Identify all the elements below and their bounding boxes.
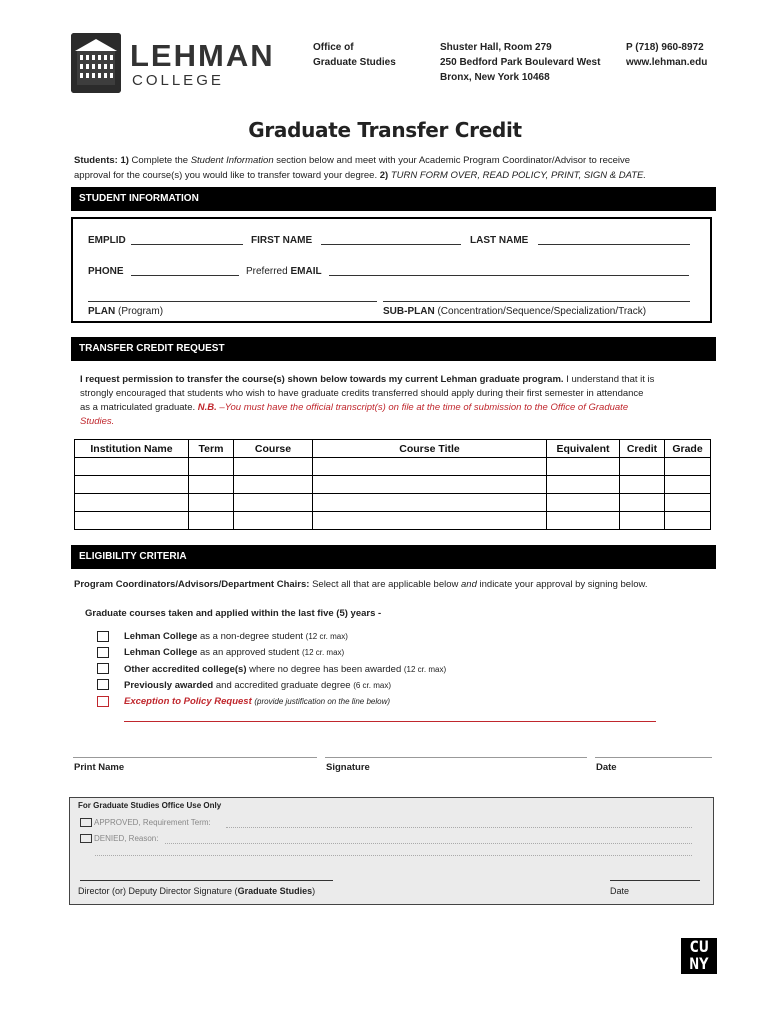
option-label [124, 629, 348, 644]
intro-lead: Students: 1) [74, 155, 129, 166]
option-bold: Previously awarded [124, 680, 214, 691]
email-field[interactable] [329, 275, 689, 276]
phone-number: P (718) 960-8972 [626, 42, 704, 53]
approved-label: APPROVED, Requirement Term: [94, 818, 211, 827]
col-grade: Grade [665, 440, 711, 458]
table-cell[interactable] [313, 512, 547, 530]
table-cell[interactable] [547, 512, 620, 530]
option-bold: Other accredited college(s) [124, 664, 247, 675]
col-institution: Institution Name [75, 440, 189, 458]
col-course-title: Course Title [313, 440, 547, 458]
email-label-prefix: Preferred [246, 266, 291, 277]
first-name-field[interactable] [321, 244, 461, 245]
option-checkbox[interactable] [97, 631, 109, 642]
address-line: Shuster Hall, Room 279 [440, 42, 552, 53]
option-text: as a non-degree student [197, 631, 306, 642]
table-cell[interactable] [313, 494, 547, 512]
page-title: Graduate Transfer Credit [248, 118, 522, 142]
table-cell[interactable] [665, 458, 711, 476]
first-name-label: FIRST NAME [251, 235, 313, 246]
address-block [440, 40, 600, 85]
option-label [124, 645, 344, 660]
option-note: (12 cr. max) [403, 665, 447, 674]
option-note: (12 cr. max) [301, 648, 345, 657]
contact-block [626, 40, 707, 70]
intro-text-part: approval for the course(s) you would like to transfer toward your degree. [74, 170, 380, 181]
email-label [246, 266, 322, 277]
table-cell[interactable] [189, 458, 234, 476]
office-use-heading: For Graduate Studies Office Use Only [78, 801, 222, 810]
courses-title: Graduate courses taken and applied within the last five (5) years - [85, 608, 382, 619]
option-checkbox[interactable] [97, 679, 109, 690]
denied-reason-line[interactable] [165, 843, 692, 844]
exception-checkbox[interactable] [97, 696, 109, 707]
table-cell[interactable] [620, 494, 665, 512]
table-cell[interactable] [547, 458, 620, 476]
director-signature-line[interactable] [80, 880, 333, 881]
nb-text-end: Studies. [80, 416, 115, 427]
option-label [124, 662, 446, 677]
emplid-label: EMPLID [88, 235, 126, 246]
plan-label-note: (Program) [115, 306, 164, 317]
table-cell[interactable] [665, 512, 711, 530]
signature-line[interactable] [325, 757, 587, 758]
intro-step2: 2) [379, 170, 389, 181]
table-cell[interactable] [75, 458, 189, 476]
option-checkbox[interactable] [97, 663, 109, 674]
table-header-row [75, 440, 711, 458]
eligibility-instructions [74, 577, 714, 592]
nb-label: N.B. [197, 402, 217, 413]
cuny-logo-top: CU [689, 937, 709, 956]
office-date-line[interactable] [610, 880, 700, 881]
transfer-request-bold: I request permission to transfer the course(s) shown below towards my current Lehman graduate program. [80, 374, 564, 385]
nb-text: –You must have the official transcript(s) on file at the time of submission to the Office of Graduate [216, 402, 629, 413]
transfer-course-table [74, 439, 711, 530]
eligibility-italic: and [461, 579, 477, 590]
intro-text [74, 153, 714, 183]
transfer-request-part: I understand that it is [563, 374, 655, 385]
exception-label [124, 694, 390, 709]
table-row [75, 476, 711, 494]
table-cell[interactable] [75, 494, 189, 512]
director-label-a: Director (or) Deputy Director Signature ( [78, 886, 238, 896]
plan-field[interactable] [88, 301, 377, 302]
option-text: and accredited graduate degree [213, 680, 354, 691]
print-name-label: Print Name [74, 762, 125, 773]
print-name-line[interactable] [73, 757, 317, 758]
table-cell[interactable] [665, 476, 711, 494]
table-cell[interactable] [547, 494, 620, 512]
last-name-field[interactable] [538, 244, 690, 245]
table-cell[interactable] [665, 494, 711, 512]
table-cell[interactable] [75, 476, 189, 494]
intro-step2-text: TURN FORM OVER, READ POLICY, PRINT, SIGN & DATE. [388, 170, 646, 181]
date-line[interactable] [595, 757, 712, 758]
transfer-request-text [80, 373, 710, 429]
denied-checkbox[interactable] [80, 834, 92, 843]
office-line: Office of [313, 42, 354, 53]
table-cell[interactable] [234, 476, 313, 494]
approved-row [80, 818, 211, 827]
subplan-field[interactable] [383, 301, 690, 302]
logo-subtitle: COLLEGE [132, 72, 224, 89]
option-checkbox[interactable] [97, 647, 109, 658]
director-label-c: ) [312, 886, 316, 896]
address-line: Bronx, New York 10468 [440, 72, 550, 83]
table-cell[interactable] [75, 512, 189, 530]
option-label [124, 678, 391, 693]
col-term: Term [189, 440, 234, 458]
transfer-credit-heading: TRANSFER CREDIT REQUEST [71, 337, 716, 361]
office-line: Graduate Studies [313, 57, 396, 68]
plan-label [88, 306, 163, 317]
exception-bold: Exception to Policy Request [124, 696, 252, 707]
table-cell[interactable] [189, 494, 234, 512]
plan-label-text: PLAN [88, 306, 116, 317]
college-building-logo-icon [71, 33, 121, 93]
subplan-label-text: SUB-PLAN [383, 306, 435, 317]
table-row [75, 512, 711, 530]
director-label [78, 884, 315, 899]
email-label-text: EMAIL [290, 266, 322, 277]
cuny-logo [681, 938, 717, 974]
table-cell[interactable] [547, 476, 620, 494]
col-credit: Credit [620, 440, 665, 458]
website-link[interactable]: www.lehman.edu [626, 57, 708, 68]
address-line: 250 Bedford Park Boulevard West [440, 57, 601, 68]
logo-name: LEHMAN [130, 38, 275, 73]
table-row [75, 494, 711, 512]
col-course: Course [234, 440, 313, 458]
option-bold: Lehman College [124, 647, 198, 658]
col-equivalent: Equivalent [547, 440, 620, 458]
exception-note: (provide justification on the line below) [254, 697, 391, 706]
table-cell[interactable] [313, 476, 547, 494]
option-note: (12 cr. max) [305, 632, 348, 641]
table-row [75, 458, 711, 476]
option-text: as an approved student [197, 647, 302, 658]
office-block [313, 40, 396, 70]
last-name-label: LAST NAME [470, 235, 529, 246]
table-cell[interactable] [234, 512, 313, 530]
date-label: Date [596, 762, 617, 773]
phone-field[interactable] [131, 275, 239, 276]
option-text: where no degree has been awarded [246, 664, 404, 675]
intro-italic: Student Information [190, 155, 274, 166]
eligibility-heading: ELIGIBILITY CRITERIA [71, 545, 716, 569]
emplid-field[interactable] [131, 244, 243, 245]
denied-reason-line-2[interactable] [95, 855, 692, 856]
table-cell[interactable] [313, 458, 547, 476]
denied-row [80, 834, 158, 843]
option-bold: Lehman College [124, 631, 198, 642]
eligibility-text: Select all that are applicable below [309, 579, 462, 590]
director-label-b: Graduate Studies [237, 886, 313, 896]
eligibility-text-end: indicate your approval by signing below. [476, 579, 648, 590]
table-cell[interactable] [620, 512, 665, 530]
cuny-logo-bottom: NY [689, 954, 709, 973]
table-cell[interactable] [189, 512, 234, 530]
option-note: (6 cr. max) [353, 681, 391, 690]
table-cell[interactable] [189, 476, 234, 494]
transfer-request-part: as a matriculated graduate. [80, 402, 198, 413]
signature-label: Signature [326, 762, 370, 773]
approved-term-line[interactable] [226, 827, 692, 828]
approved-checkbox[interactable] [80, 818, 92, 827]
intro-text-part: Complete the [128, 155, 191, 166]
denied-label: DENIED, Reason: [94, 834, 159, 843]
table-cell[interactable] [234, 494, 313, 512]
table-cell[interactable] [620, 458, 665, 476]
exception-justification-line[interactable] [124, 721, 656, 722]
table-cell[interactable] [234, 458, 313, 476]
office-date-label: Date [610, 886, 630, 896]
phone-label: PHONE [88, 266, 124, 277]
transfer-request-line: strongly encouraged that students who wish to have graduate credits transferred should apply during their first semester in attendance [80, 388, 644, 399]
eligibility-bold: Program Coordinators/Advisors/Department Chairs: [74, 579, 310, 590]
table-cell[interactable] [620, 476, 665, 494]
subplan-label [383, 306, 646, 317]
intro-text-part: section below and meet with your Academic Program Coordinator/Advisor to receive [273, 155, 631, 166]
student-info-heading: STUDENT INFORMATION [71, 187, 716, 211]
subplan-label-note: (Concentration/Sequence/Specialization/Track) [434, 306, 647, 317]
